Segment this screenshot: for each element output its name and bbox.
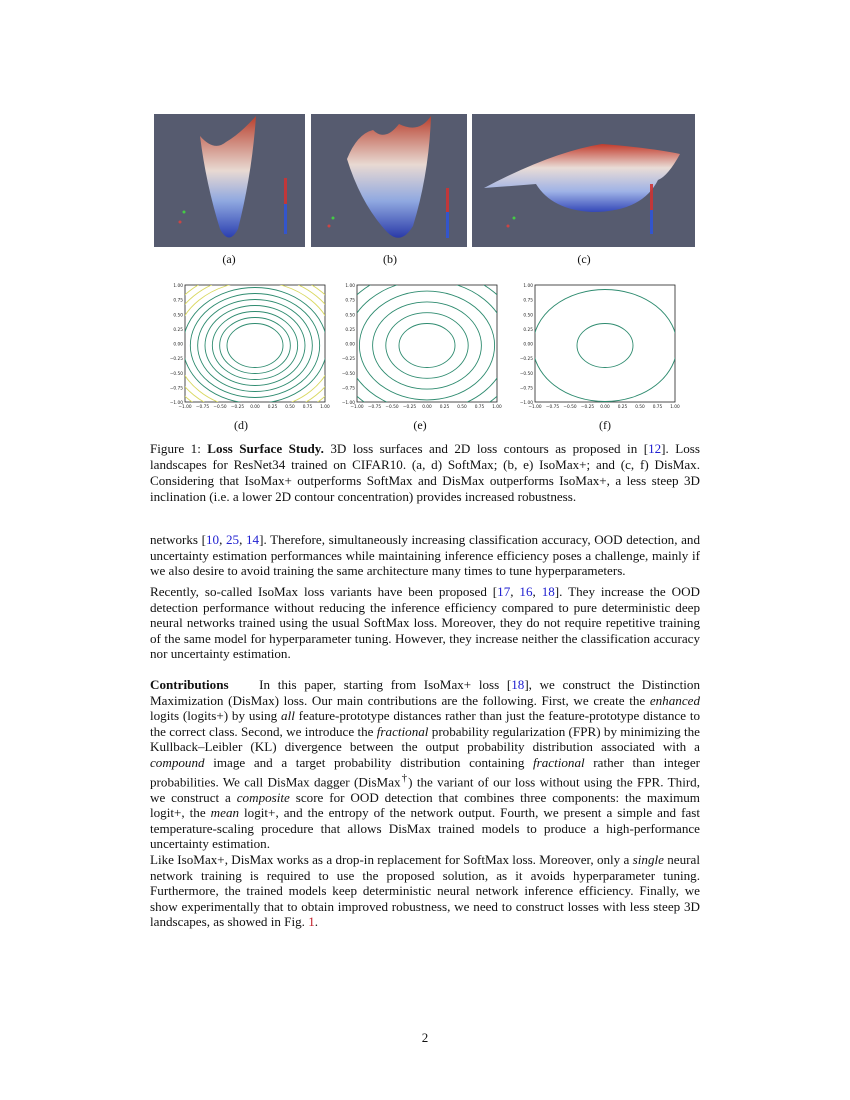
contour-line [373, 302, 482, 389]
x-tick-label: 0.00 [422, 405, 432, 410]
x-tick-label: −1.00 [350, 405, 364, 410]
x-tick-label: 0.75 [302, 405, 313, 410]
panel-a-label: (a) [222, 252, 236, 266]
citation-link[interactable]: 17 [497, 584, 511, 599]
contour-d-svg [163, 283, 333, 413]
emphasis: compound [150, 754, 205, 770]
panel-f-contour-plot [513, 283, 680, 413]
figure-reference-link[interactable]: 1 [308, 914, 315, 930]
x-tick-label: 0.50 [285, 405, 295, 410]
page-number: 2 [421, 1030, 429, 1045]
y-tick-label: −0.50 [519, 371, 533, 377]
y-tick-label: 0.25 [345, 327, 355, 333]
panel-c-3d-surface [472, 114, 695, 247]
emphasis: composite [236, 789, 290, 805]
text: ]. Therefore, simultaneously increasing classification accuracy, OOD detection, and uncertainty estimation performances while maintaining inference efficiency poses a challenge, mainly if we also desire to avoid training the same architecture many times to tune hyperparameters. [150, 532, 701, 579]
y-tick-label: −0.50 [169, 371, 183, 377]
y-tick-label: −0.25 [341, 357, 355, 363]
emphasis: mean [210, 805, 240, 821]
citation-link[interactable]: 10 [206, 532, 220, 547]
contour-line [386, 313, 468, 379]
contour-line [227, 324, 283, 368]
contour-line [198, 300, 313, 392]
citation-link[interactable]: 25 [226, 532, 240, 547]
x-tick-label: −0.25 [580, 405, 595, 410]
x-tick-label: −1.00 [178, 405, 192, 410]
contour-f-svg [513, 283, 693, 413]
y-tick-label: 0.25 [523, 327, 533, 333]
y-tick-label: 0.00 [345, 342, 355, 348]
citation-link[interactable]: 18 [541, 584, 555, 599]
y-tick-label: 0.75 [523, 298, 533, 304]
y-tick-label: 0.00 [523, 342, 533, 348]
y-tick-label: 0.50 [523, 313, 533, 319]
text: neural network training is required to use the proposed solution, as it avoids hyperparameter tuning. Furthermore, the trained models keep deterministic neural network inference efficiency. Finally, we show experimentally that to obtain improved robustness, we need to construct losses with less steep 3D landscapes, as showed in Fig. [150, 852, 700, 930]
y-tick-label: 0.75 [345, 298, 355, 304]
x-tick-label: 0.25 [267, 405, 278, 410]
text: rather than integer probabilities. We call DisMax dagger (DisMax [150, 754, 700, 789]
x-tick-label: 0.25 [439, 405, 450, 410]
text: logits (logits+) by using [150, 708, 282, 724]
text: logit+, and the entropy of the network output. Fourth, we present a simple and fast temperature-scaling procedure that allows DisMax trained models to produce a high-performance uncertainty estimation. [150, 805, 700, 852]
paragraph-networks [150, 532, 700, 579]
separator: , [532, 584, 542, 599]
text: ]. They increase the OOD detection performance without reducing the inference efficiency compared to pure deterministic deep neural networks trained using the usual SoftMax loss. Moreover, they do not require repetitive training of the same model for hyperparameter tuning. However, they increase neither the classification accuracy nor uncertainty estimation. [150, 584, 700, 662]
y-tick-label: 0.25 [173, 327, 183, 333]
x-tick-label: −0.75 [367, 405, 382, 410]
emphasis: fractional [376, 723, 429, 739]
x-tick-label: −0.25 [402, 405, 417, 410]
panel-c-label: (c) [577, 252, 591, 266]
x-tick-label: 1.00 [320, 405, 330, 410]
text: networks [ [150, 532, 206, 547]
plot-frame [357, 285, 497, 402]
text: probability regularization (FPR) by minimizing the Kullback–Leibler (KL) divergence between the output probability distribution associated with a [150, 723, 700, 755]
paragraph-drop-in-replacement [150, 852, 700, 930]
paragraph-isomax-variants [150, 584, 700, 662]
caption-prefix: Figure 1: [150, 441, 208, 456]
y-tick-label: 0.75 [173, 298, 183, 304]
separator: , [510, 584, 520, 599]
contour-line [168, 283, 333, 413]
text: ) the variant of our loss without using the FPR. Third, we construct a [150, 773, 701, 805]
panel-f-label: (f) [599, 418, 611, 432]
y-tick-label: −0.75 [341, 386, 355, 392]
x-tick-label: 0.00 [250, 405, 260, 410]
x-tick-label: 0.25 [617, 405, 628, 410]
contour-lines [335, 283, 505, 413]
text: Like IsoMax+, DisMax works as a drop-in replacement for SoftMax loss. Moreover, only a [150, 852, 633, 867]
panel-d-contour-plot [163, 283, 330, 413]
citation-link[interactable]: 14 [246, 532, 260, 547]
y-tick-label: −0.25 [169, 357, 183, 363]
emphasis: enhanced [649, 692, 700, 708]
citation-link[interactable]: 18 [511, 677, 525, 692]
y-tick-label: −1.00 [519, 401, 533, 406]
contour-line [190, 294, 319, 398]
text: score for OOD detection that combines three components: the maximum logit+, the [150, 789, 700, 821]
softmax-surface-image [154, 114, 305, 247]
y-tick-label: −0.75 [519, 386, 533, 392]
x-tick-label: 1.00 [670, 405, 680, 410]
x-tick-label: 0.50 [635, 405, 645, 410]
contour-lines [533, 290, 677, 402]
panel-e-contour-plot [335, 283, 502, 413]
x-tick-label: −1.00 [528, 405, 542, 410]
y-tick-label: −0.75 [169, 386, 183, 392]
contour-line [176, 283, 333, 410]
x-tick-label: −0.75 [545, 405, 560, 410]
paragraph-contributions [150, 677, 700, 852]
x-tick-label: 0.75 [474, 405, 485, 410]
isomaxplus-surface-image [311, 114, 467, 247]
contour-line [399, 324, 455, 368]
panel-a-3d-surface [154, 114, 305, 247]
text: Recently, so-called IsoMax loss variants have been proposed [ [150, 584, 498, 599]
contour-line [220, 318, 291, 374]
dismax-surface-image [472, 114, 695, 247]
contour-line [533, 290, 677, 402]
text: ], we construct the Distinction Maximization (DisMax) loss. Our main contributions are the following. First, we create the [150, 677, 700, 708]
x-tick-label: 0.00 [600, 405, 610, 410]
dagger-symbol: † [400, 771, 409, 784]
text: image and a target probability distribution containing [204, 754, 534, 770]
x-tick-label: 1.00 [492, 405, 502, 410]
y-tick-label: 1.00 [345, 284, 355, 289]
caption-title: Loss Surface Study. [207, 441, 324, 456]
caption-text-a: 3D loss surfaces and 2D loss contours as proposed in [ [323, 441, 649, 456]
y-tick-label: 0.50 [345, 313, 355, 319]
y-tick-label: −1.00 [169, 401, 183, 406]
y-tick-label: 0.00 [173, 342, 183, 348]
y-tick-label: −0.25 [519, 357, 533, 363]
y-tick-label: −0.50 [341, 371, 355, 377]
text: feature-prototype distances rather than just the feature-prototype distance to the correct class. Second, we introduce the [150, 708, 700, 739]
panel-b-label: (b) [383, 252, 397, 266]
panel-e-label: (e) [413, 418, 427, 432]
emphasis: single [632, 852, 664, 867]
separator: , [219, 532, 226, 547]
x-tick-label: −0.50 [385, 405, 399, 410]
separator: , [239, 532, 246, 547]
emphasis: fractional [533, 754, 585, 770]
panel-b-3d-surface [311, 114, 467, 247]
x-tick-label: −0.50 [213, 405, 227, 410]
y-tick-label: 1.00 [523, 284, 533, 289]
y-tick-label: −1.00 [341, 401, 355, 406]
contour-line [577, 324, 633, 368]
figure-caption [150, 441, 700, 505]
contour-line [212, 312, 297, 380]
x-tick-label: −0.75 [195, 405, 210, 410]
y-tick-label: 1.00 [173, 284, 183, 289]
x-tick-label: −0.50 [563, 405, 577, 410]
contour-lines [163, 283, 333, 413]
x-tick-label: −0.25 [230, 405, 245, 410]
contour-e-svg [335, 283, 505, 413]
contributions-heading: Contributions [150, 677, 229, 692]
y-tick-label: 0.50 [173, 313, 183, 319]
caption-text-b: ]. Loss landscapes for ResNet34 trained on CIFAR10. (a, d) SoftMax; (b, e) IsoMax+; and (c, f) DisMax. Considering that IsoMax+ outperforms SoftMax and DisMax outperforms IsoMax+, a less steep 3D inclination (i.e. a lower 2D contour concentration) provides increased robustness. [150, 441, 700, 504]
x-tick-label: 0.75 [652, 405, 663, 410]
panel-d-label: (d) [234, 418, 248, 432]
citation-link[interactable]: 16 [519, 584, 533, 599]
citation-link[interactable]: 12 [648, 441, 662, 456]
text: . [314, 914, 319, 930]
contour-line [359, 291, 494, 400]
text: In this paper, starting from IsoMax+ loss [ [228, 677, 512, 692]
x-tick-label: 0.50 [457, 405, 467, 410]
plot-frame [535, 285, 675, 402]
emphasis: all [281, 708, 295, 724]
